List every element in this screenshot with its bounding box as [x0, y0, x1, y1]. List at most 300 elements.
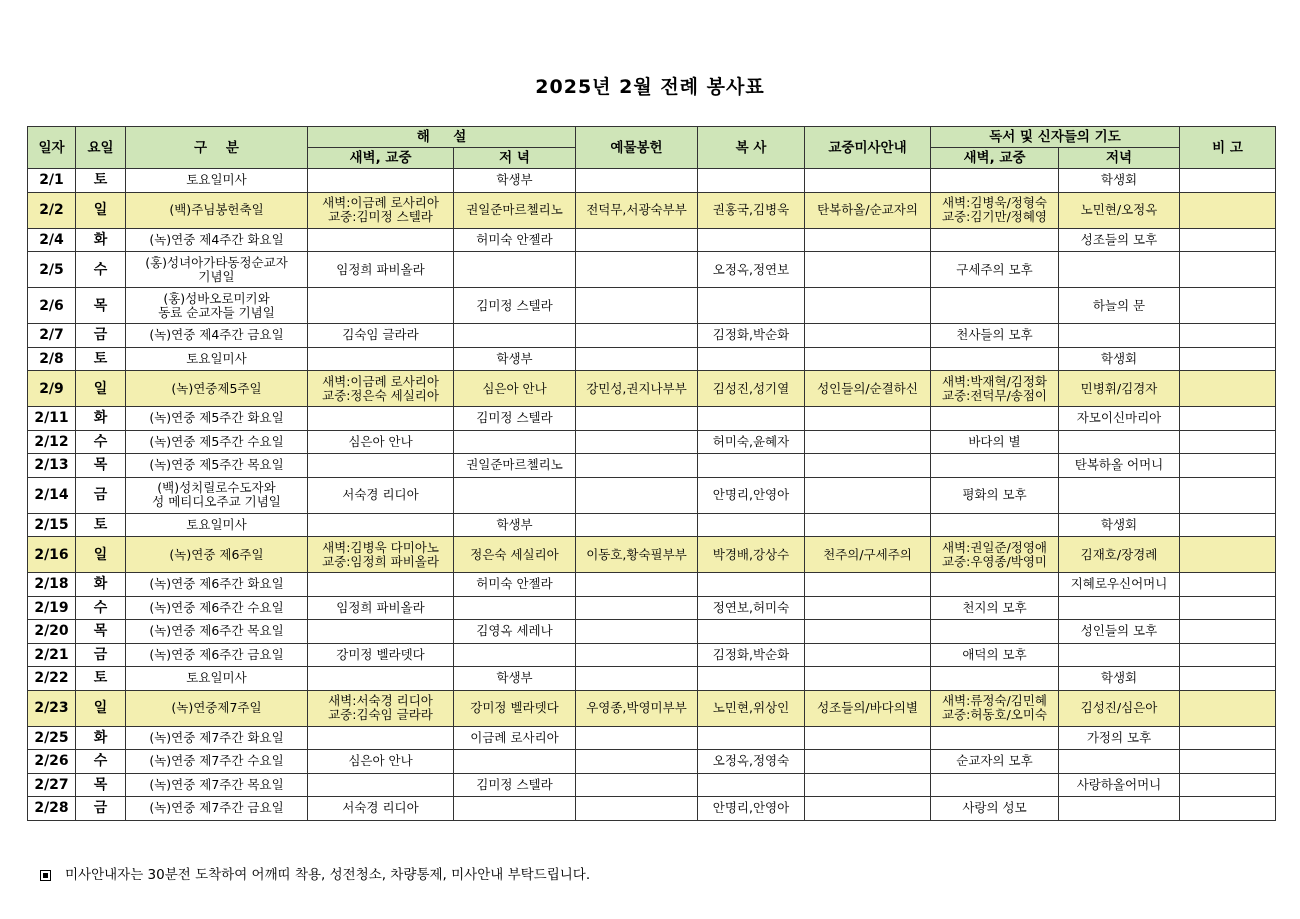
cell-commentary-evening-text: 허미숙 안젤라 [476, 231, 553, 247]
cell-guide [805, 228, 931, 252]
cell-weekday [76, 477, 126, 513]
cell-reading-early-text: 평화의 모후 [962, 487, 1027, 502]
cell-category [126, 430, 308, 454]
header-reading-evening: 저녁 [1059, 148, 1180, 169]
table-row [28, 169, 1276, 193]
cell-note [1180, 324, 1276, 348]
cell-commentary-early [308, 192, 454, 228]
cell-date-text: 2/18 [34, 576, 69, 593]
cell-server-text: 안명리,안영아 [712, 800, 790, 816]
cell-category-text: (녹)연중 제7주간 수요일 [149, 753, 284, 769]
cell-weekday-text: 토 [93, 516, 108, 533]
cell-reading-evening-text: 김재호/장경례 [1080, 546, 1158, 562]
square-bullet-icon [40, 870, 51, 881]
cell-category-text: (녹)연중 제6주간 목요일 [149, 623, 284, 639]
cell-server [698, 252, 805, 288]
cell-note [1180, 537, 1276, 573]
cell-weekday-text: 수 [93, 753, 108, 770]
cell-reading-evening [1059, 596, 1180, 620]
cell-weekday-text: 토 [93, 670, 108, 687]
cell-reading-early [931, 690, 1059, 726]
cell-reading-early [931, 667, 1059, 691]
cell-date [28, 513, 76, 537]
cell-reading-early [931, 773, 1059, 797]
cell-guide-text: 성인들의/순결하신 [817, 380, 918, 396]
cell-category [126, 513, 308, 537]
cell-category [126, 726, 308, 750]
cell-reading-evening-text: 자모이신마리아 [1076, 410, 1162, 426]
header-offertory: 예물봉헌 [576, 127, 698, 169]
table-row [28, 371, 1276, 407]
cell-weekday-text: 수 [93, 599, 108, 616]
cell-commentary-early-text-line2: 교중:임정희 파비올라 [322, 553, 439, 569]
cell-weekday-text: 수 [93, 261, 108, 278]
cell-date-text: 2/9 [39, 380, 64, 397]
cell-category-text: (녹)연중 제5주간 수요일 [149, 433, 284, 449]
cell-offertory [576, 347, 698, 371]
cell-weekday-text: 금 [93, 487, 108, 503]
header-category: 구 분 [126, 127, 308, 169]
cell-commentary-early-text: 새벽:이금례 로사리아 [322, 373, 439, 389]
cell-weekday-text: 일 [93, 380, 108, 397]
cell-guide [805, 537, 931, 573]
cell-category-text: (녹)연중 제4주간 화요일 [149, 231, 284, 247]
cell-offertory [576, 228, 698, 252]
cell-commentary-evening [454, 750, 576, 774]
cell-reading-evening-text: 탄복하올 어머니 [1074, 457, 1164, 473]
cell-weekday-text: 목 [93, 623, 108, 640]
cell-commentary-early [308, 596, 454, 620]
cell-reading-early-text: 새벽:권일준/정영애 [941, 539, 1048, 555]
cell-offertory [576, 192, 698, 228]
cell-guide [805, 169, 931, 193]
cell-commentary-evening-text: 강미정 벨라뎃다 [470, 700, 559, 715]
cell-reading-evening [1059, 371, 1180, 407]
cell-category-text: (녹)연중 제5주간 목요일 [149, 457, 284, 473]
cell-weekday-text: 화 [93, 729, 108, 746]
cell-category-text: (녹)연중제5주일 [171, 380, 262, 396]
cell-reading-evening-text: 가정의 모후 [1086, 729, 1152, 745]
cell-note [1180, 430, 1276, 454]
cell-commentary-early [308, 169, 454, 193]
cell-date-text: 2/4 [39, 231, 64, 248]
cell-commentary-early-text: 서숙경 리디아 [342, 487, 419, 502]
cell-commentary-evening-text: 김미정 스텔라 [476, 297, 553, 313]
cell-commentary-evening-text: 권일준마르첼리노 [466, 457, 563, 473]
cell-commentary-early-text: 서숙경 리디아 [342, 800, 419, 816]
cell-commentary-early [308, 690, 454, 726]
table-row [28, 643, 1276, 667]
cell-category [126, 454, 308, 478]
cell-server-text: 김성진,성기열 [712, 380, 790, 396]
cell-server [698, 667, 805, 691]
cell-commentary-early [308, 537, 454, 573]
cell-reading-evening [1059, 797, 1180, 821]
cell-commentary-evening [454, 643, 576, 667]
cell-offertory [576, 620, 698, 644]
cell-commentary-evening [454, 192, 576, 228]
cell-weekday [76, 573, 126, 597]
cell-commentary-early-text: 강미정 벨라뎃다 [336, 646, 425, 662]
table-row [28, 596, 1276, 620]
header-server: 복 사 [698, 127, 805, 169]
cell-category-text: (백)주님봉헌축일 [169, 202, 264, 217]
cell-note [1180, 252, 1276, 288]
cell-commentary-evening [454, 169, 576, 193]
cell-reading-evening [1059, 620, 1180, 644]
cell-server [698, 477, 805, 513]
cell-server-text: 박경배,강상수 [712, 546, 790, 562]
cell-date-text: 2/1 [39, 172, 64, 189]
cell-commentary-evening [454, 620, 576, 644]
cell-reading-evening-text: 사랑하올어머니 [1076, 776, 1162, 792]
cell-server [698, 573, 805, 597]
cell-weekday-text: 목 [93, 297, 108, 314]
cell-offertory-text: 강민성,권지나부부 [586, 380, 687, 396]
cell-note [1180, 726, 1276, 750]
cell-server-text: 권홍국,김병욱 [712, 202, 790, 217]
cell-date-text: 2/16 [34, 546, 69, 563]
cell-note [1180, 347, 1276, 371]
cell-weekday-text: 금 [93, 800, 108, 817]
cell-weekday-text: 화 [93, 410, 108, 427]
cell-reading-early [931, 347, 1059, 371]
cell-guide [805, 324, 931, 348]
cell-guide-text: 성조들의/바다의별 [817, 700, 918, 715]
cell-weekday [76, 690, 126, 726]
cell-reading-evening [1059, 430, 1180, 454]
cell-reading-early [931, 573, 1059, 597]
cell-commentary-evening-text: 허미숙 안젤라 [476, 576, 553, 592]
cell-server [698, 750, 805, 774]
cell-offertory-text: 이동호,황숙필부부 [586, 546, 687, 562]
cell-commentary-evening-text: 정은숙 세실리아 [470, 546, 559, 562]
cell-note [1180, 667, 1276, 691]
cell-reading-evening [1059, 537, 1180, 573]
cell-date-text: 2/8 [39, 350, 64, 367]
cell-commentary-early [308, 252, 454, 288]
cell-server [698, 773, 805, 797]
cell-category [126, 407, 308, 431]
cell-date [28, 773, 76, 797]
cell-guide [805, 513, 931, 537]
cell-date [28, 797, 76, 821]
cell-weekday [76, 643, 126, 667]
cell-offertory [576, 407, 698, 431]
cell-date-text: 2/21 [34, 646, 69, 663]
cell-weekday-text: 금 [93, 327, 108, 344]
cell-date-text: 2/27 [34, 776, 69, 793]
cell-server-text: 오정옥,정연보 [712, 261, 790, 277]
header-weekday: 요일 [76, 127, 126, 169]
cell-offertory [576, 750, 698, 774]
cell-date [28, 643, 76, 667]
cell-note [1180, 573, 1276, 597]
cell-commentary-early [308, 347, 454, 371]
cell-date [28, 252, 76, 288]
cell-commentary-evening [454, 690, 576, 726]
cell-guide-text: 탄복하올/순교자의 [817, 202, 918, 217]
cell-commentary-evening [454, 773, 576, 797]
cell-weekday [76, 537, 126, 573]
cell-commentary-evening [454, 347, 576, 371]
cell-category [126, 537, 308, 573]
footer-note [40, 863, 590, 883]
cell-reading-early-text: 사랑의 성모 [962, 800, 1027, 816]
cell-weekday [76, 667, 126, 691]
table-row [28, 430, 1276, 454]
cell-reading-evening-text: 학생회 [1100, 670, 1138, 686]
cell-commentary-early [308, 750, 454, 774]
cell-offertory [576, 537, 698, 573]
cell-server [698, 347, 805, 371]
cell-date [28, 371, 76, 407]
cell-date-text: 2/23 [34, 700, 69, 716]
cell-offertory [576, 371, 698, 407]
cell-commentary-early [308, 773, 454, 797]
cell-category [126, 252, 308, 288]
cell-commentary-evening-text: 권일준마르첼리노 [466, 202, 563, 217]
cell-date-text: 2/2 [39, 202, 64, 218]
cell-commentary-evening-text: 김미정 스텔라 [476, 410, 553, 426]
cell-commentary-early [308, 620, 454, 644]
cell-reading-early [931, 430, 1059, 454]
cell-note [1180, 228, 1276, 252]
cell-category-text: (녹)연중 제6주간 금요일 [149, 646, 284, 662]
cell-commentary-evening [454, 324, 576, 348]
cell-weekday [76, 324, 126, 348]
cell-commentary-evening-text: 학생부 [496, 350, 533, 366]
cell-date-text: 2/25 [34, 729, 69, 746]
cell-server [698, 537, 805, 573]
cell-reading-evening [1059, 454, 1180, 478]
cell-date [28, 407, 76, 431]
cell-weekday-text: 토 [93, 172, 108, 189]
cell-offertory-text: 우영종,박영미부부 [586, 700, 687, 715]
header-commentary: 해 설 [308, 127, 576, 148]
cell-category [126, 667, 308, 691]
table-row [28, 690, 1276, 726]
cell-category [126, 797, 308, 821]
cell-note [1180, 454, 1276, 478]
cell-note [1180, 620, 1276, 644]
cell-reading-evening [1059, 643, 1180, 667]
cell-guide [805, 773, 931, 797]
cell-category [126, 596, 308, 620]
cell-date [28, 169, 76, 193]
cell-reading-early [931, 596, 1059, 620]
cell-category-text: 토요일미사 [186, 172, 247, 188]
table-row [28, 726, 1276, 750]
cell-server-text: 김정화,박순화 [712, 646, 790, 662]
cell-weekday [76, 726, 126, 750]
cell-commentary-evening-text: 김영옥 세레나 [476, 623, 553, 639]
header-reading: 독서 및 신자들의 기도 [931, 127, 1180, 148]
cell-date [28, 430, 76, 454]
cell-reading-evening-text: 지혜로우신어머니 [1070, 576, 1168, 592]
cell-guide [805, 477, 931, 513]
cell-category [126, 324, 308, 348]
cell-date [28, 750, 76, 774]
cell-reading-evening-text: 학생회 [1100, 350, 1138, 366]
cell-category-text: (녹)연중제7주일 [171, 700, 262, 715]
cell-note [1180, 371, 1276, 407]
cell-guide [805, 573, 931, 597]
cell-weekday-text: 수 [93, 433, 108, 450]
cell-commentary-evening-text: 학생부 [496, 172, 533, 188]
cell-server [698, 690, 805, 726]
cell-weekday-text: 토 [93, 350, 108, 367]
header-note: 비 고 [1180, 127, 1276, 169]
table-body [28, 169, 1276, 821]
cell-weekday [76, 347, 126, 371]
cell-commentary-early-text: 새벽:서숙경 리디아 [328, 693, 433, 708]
cell-date [28, 228, 76, 252]
cell-weekday-text: 목 [93, 776, 108, 793]
cell-commentary-evening [454, 477, 576, 513]
cell-date-text: 2/14 [34, 487, 69, 503]
cell-note [1180, 797, 1276, 821]
cell-server-text: 안명리,안영아 [712, 487, 790, 502]
cell-weekday [76, 454, 126, 478]
cell-offertory [576, 773, 698, 797]
cell-date [28, 477, 76, 513]
cell-weekday [76, 513, 126, 537]
cell-category [126, 288, 308, 324]
header-commentary-early: 새벽, 교중 [308, 148, 454, 169]
cell-note [1180, 169, 1276, 193]
cell-commentary-early-text: 김숙임 글라라 [342, 327, 419, 343]
cell-category [126, 371, 308, 407]
cell-note [1180, 288, 1276, 324]
cell-reading-early [931, 513, 1059, 537]
cell-reading-evening [1059, 169, 1180, 193]
cell-date [28, 347, 76, 371]
cell-commentary-early-text-line2: 교중:김숙임 글라라 [328, 707, 433, 722]
cell-category-text: (백)성치릴로수도자와 [157, 480, 276, 495]
cell-date [28, 690, 76, 726]
table-row [28, 797, 1276, 821]
cell-weekday [76, 596, 126, 620]
table-header [28, 127, 1276, 169]
cell-server-text: 정연보,허미숙 [712, 599, 790, 615]
cell-note [1180, 773, 1276, 797]
table-row [28, 773, 1276, 797]
cell-offertory [576, 513, 698, 537]
header-date: 일자 [28, 127, 76, 169]
cell-offertory [576, 252, 698, 288]
cell-reading-evening [1059, 513, 1180, 537]
cell-server-text: 허미숙,윤혜자 [712, 433, 790, 449]
cell-server [698, 192, 805, 228]
cell-commentary-early-text: 새벽:이금례 로사리아 [322, 195, 439, 210]
cell-date-text: 2/11 [34, 410, 69, 427]
header-guide: 교중미사안내 [805, 127, 931, 169]
table-row [28, 454, 1276, 478]
cell-category [126, 477, 308, 513]
cell-offertory [576, 643, 698, 667]
cell-category [126, 620, 308, 644]
cell-commentary-early-text: 임정희 파비올라 [336, 599, 425, 615]
cell-reading-evening [1059, 573, 1180, 597]
cell-guide [805, 192, 931, 228]
cell-date [28, 324, 76, 348]
cell-date-text: 2/22 [34, 670, 69, 687]
cell-weekday [76, 169, 126, 193]
cell-weekday [76, 797, 126, 821]
cell-category [126, 643, 308, 667]
cell-commentary-evening [454, 573, 576, 597]
cell-category [126, 192, 308, 228]
table-row [28, 407, 1276, 431]
cell-reading-early-text: 새벽:류정숙/김민혜 [941, 693, 1048, 708]
cell-commentary-evening [454, 371, 576, 407]
cell-server [698, 288, 805, 324]
cell-guide [805, 750, 931, 774]
cell-date-text: 2/26 [34, 753, 69, 770]
table-row [28, 620, 1276, 644]
cell-server [698, 430, 805, 454]
cell-commentary-evening-text: 이금례 로사리아 [470, 729, 559, 745]
cell-category [126, 750, 308, 774]
cell-category-text: (녹)연중 제6주일 [169, 546, 264, 562]
cell-commentary-evening [454, 407, 576, 431]
cell-reading-evening [1059, 726, 1180, 750]
cell-date [28, 454, 76, 478]
cell-guide [805, 643, 931, 667]
cell-reading-early-text-line2: 교중:우영종/박영미 [941, 553, 1048, 569]
cell-weekday [76, 773, 126, 797]
cell-offertory [576, 288, 698, 324]
cell-category-text: (녹)연중 제4주간 금요일 [149, 327, 284, 343]
table-row [28, 477, 1276, 513]
cell-note [1180, 192, 1276, 228]
cell-reading-early [931, 454, 1059, 478]
table-row [28, 347, 1276, 371]
cell-commentary-early [308, 288, 454, 324]
cell-reading-early [931, 324, 1059, 348]
table-row [28, 252, 1276, 288]
cell-reading-evening [1059, 228, 1180, 252]
cell-date [28, 726, 76, 750]
cell-reading-evening [1059, 192, 1180, 228]
cell-reading-early-text: 천사들의 모후 [956, 327, 1033, 343]
page-title: 2025년 2월 전례 봉사표 [535, 76, 765, 98]
table-row [28, 537, 1276, 573]
cell-commentary-evening [454, 667, 576, 691]
cell-guide [805, 620, 931, 644]
cell-commentary-early [308, 573, 454, 597]
cell-server [698, 169, 805, 193]
header-commentary-evening: 저 녁 [454, 148, 576, 169]
cell-category-text: (녹)연중 제6주간 화요일 [149, 576, 284, 592]
cell-reading-early [931, 192, 1059, 228]
cell-server [698, 228, 805, 252]
cell-reading-evening-text: 노민현/오정옥 [1080, 202, 1158, 217]
cell-reading-evening [1059, 288, 1180, 324]
cell-offertory [576, 690, 698, 726]
cell-reading-early-text-line2: 교중:전덕무/송점이 [941, 387, 1048, 403]
cell-commentary-early-text: 임정희 파비올라 [336, 261, 425, 277]
cell-reading-evening [1059, 252, 1180, 288]
cell-category-text-line2: 기념일 [198, 268, 235, 284]
table-row [28, 667, 1276, 691]
cell-date [28, 667, 76, 691]
cell-commentary-evening [454, 513, 576, 537]
cell-commentary-evening [454, 537, 576, 573]
cell-reading-early-text: 새벽:박재혁/김정화 [941, 373, 1048, 389]
cell-date-text: 2/6 [39, 297, 64, 314]
